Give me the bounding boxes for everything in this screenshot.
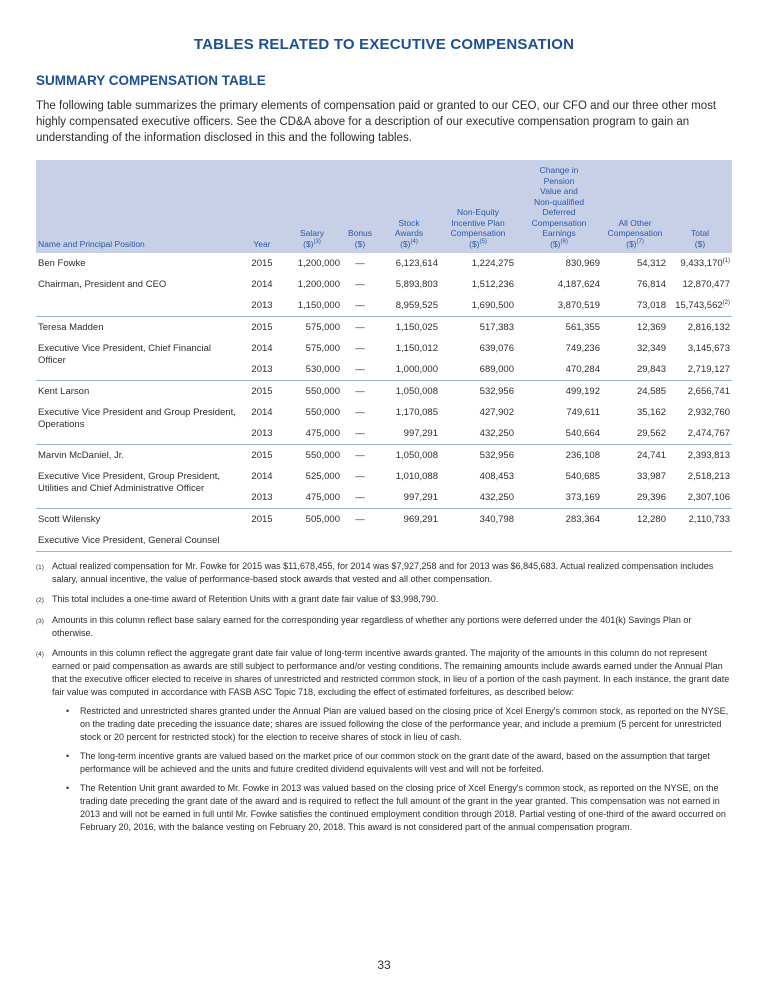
executive-position: Executive Vice President, Chief Financial Officer (38, 343, 212, 366)
bullet-icon: • (66, 706, 70, 716)
salary-cell: 1,200,000 (297, 279, 340, 290)
total-cell: 2,816,132 (668, 317, 732, 339)
stock-awards-cell: 1,150,012 (395, 343, 438, 354)
year-cell: 2013 (251, 300, 273, 311)
bonus-cell: — (355, 343, 365, 354)
salary-cell: 530,000 (305, 364, 340, 375)
executive-position: Executive Vice President and Group President, Operations (38, 407, 236, 430)
footnote-bullet (52, 705, 732, 744)
table-row (36, 509, 732, 531)
salary-cell: 1,150,000 (297, 300, 340, 311)
total-cell: 9,433,170$^{(1)}$ (680, 257, 730, 269)
total-cell: 2,518,213 (687, 471, 730, 482)
bullet-icon: • (66, 751, 70, 761)
salary-cell: 525,000 (305, 471, 340, 482)
stock-awards-cell: 5,893,803 (395, 279, 438, 290)
table-row (36, 381, 732, 403)
stock-awards-cell: 1,010,088 (395, 471, 438, 482)
salary-cell: 550,000 (305, 407, 340, 418)
all-other-cell: 12,369 (602, 317, 668, 339)
salary-cell: 1,200,000 (297, 258, 340, 269)
neip-cell: 1,224,275 (471, 258, 514, 269)
neip-cell: 1,512,236 (471, 279, 514, 290)
footnote-marker: (4) (36, 651, 44, 658)
table-row (36, 274, 732, 295)
bonus-cell: — (342, 381, 378, 403)
neip-cell: 340,798 (440, 509, 516, 531)
total-cell: 3,145,673 (687, 343, 730, 354)
total-cell: 2,393,813 (668, 445, 732, 467)
page-title: TABLES RELATED TO EXECUTIVE COMPENSATION (193, 36, 575, 53)
salary-cell: 575,000 (305, 343, 340, 354)
footnote (36, 593, 732, 607)
bonus-cell: — (355, 364, 365, 375)
all-other-cell: 24,585 (602, 381, 668, 403)
column-header-neip: Non-Equity Incentive Plan Compensation ($)$^{(5)}$ (440, 160, 516, 253)
all-other-cell: 24,741 (602, 445, 668, 467)
salary-cell: 550,000 (282, 381, 342, 403)
neip-cell: 517,383 (440, 317, 516, 339)
executive-position: Executive Vice President, Group President, Utilities and Chief Administrative Officer (38, 471, 221, 494)
year-cell: 2015 (242, 509, 282, 531)
all-other-cell: 54,312 (636, 258, 666, 269)
bonus-cell: — (342, 509, 378, 531)
salary-cell: 475,000 (305, 492, 340, 503)
all-other-cell: 29,843 (636, 364, 666, 375)
page-number: 33 (377, 958, 391, 972)
stock-awards-cell: 8,959,525 (395, 300, 438, 311)
all-other-cell: 12,280 (602, 509, 668, 531)
footnote-bullet (52, 782, 732, 834)
pension-cell: 749,611 (566, 407, 600, 418)
year-cell: 2015 (251, 258, 273, 269)
column-header-stock-awards: Stock Awards ($)$^{(4)}$ (378, 160, 440, 253)
all-other-cell: 33,987 (636, 471, 666, 482)
footnote-text: Amounts in this column reflect base salary earned for the corresponding year regardless of whether any portions were deferred under the 401(k) Savings Plan or otherwise. (52, 615, 692, 638)
summary-compensation-table (36, 160, 732, 552)
neip-cell: 532,956 (440, 381, 516, 403)
bonus-cell: — (355, 428, 365, 439)
table-row (36, 253, 732, 274)
stock-awards-cell: 6,123,614 (395, 258, 438, 269)
pension-cell: 540,685 (565, 471, 600, 482)
pension-cell: 499,192 (516, 381, 602, 403)
salary-cell: 550,000 (282, 445, 342, 467)
pension-cell: 561,355 (516, 317, 602, 339)
year-cell: 2013 (251, 492, 273, 503)
neip-cell: 427,902 (479, 407, 514, 418)
bonus-cell: — (355, 279, 365, 290)
neip-cell: 432,250 (479, 492, 514, 503)
column-header-salary: Salary ($)$^{(3)}$ (282, 160, 342, 253)
neip-cell: 532,956 (440, 445, 516, 467)
stock-awards-cell: 1,050,008 (378, 445, 440, 467)
total-cell: 2,719,127 (687, 364, 730, 375)
executive-name: Scott Wilensky (36, 509, 242, 531)
pension-cell: 749,236 (565, 343, 600, 354)
total-cell: 2,110,733 (668, 509, 732, 531)
bullet-icon: • (66, 783, 70, 793)
executive-name: Ben Fowke (38, 258, 86, 269)
bonus-cell: — (355, 258, 365, 269)
executive-name: Marvin McDaniel, Jr. (36, 445, 242, 467)
footnote-marker: (1) (36, 564, 44, 571)
salary-cell: 475,000 (305, 428, 340, 439)
stock-awards-cell: 1,150,025 (378, 317, 440, 339)
column-header-year: Year (242, 160, 282, 253)
footnote-text: Amounts in this column reflect the aggregate grant date fair value of long-term incentive awards granted. The majority of the amounts in this column do not represent earned or paid compensation as awards are still subject to performance and/or vesting conditions. The remaining amounts include awards earned under the Annual Plan that the executive officer elected to receive in shares of unrestricted and restricted common stock, in lieu of a portion of the cash payment. In each instance, the grant date fair value was computed in accordance with FASB ASC Topic 718, excluding the effect of estimated forfeitures, as described below: • Restricted and unrestricted shares granted under the Annual Plan are valued based on the closing price of Xcel Energy's common stock, as reported on the NYSE, on the trading date preceding the issuance date; shares are issued following the close of the performance year, and include a premium (5 percent for unrestricted stock or 20 percent for restricted stock) for the election to receive shares of stock in lieu of cash. • The long-term incentive grants are valued based on the market price of our common stock on the grant date of the award, based on the assumption that target performance will be achieved and the units and future credited dividend equivalents will vest and will not be forfeited. • The Retention Unit grant awarded to Mr. Fowke in 2013 was valued based on the closing price of Xcel Energy's common stock, as reported on the NYSE, on the trading date preceding the grant date of the award and is required to reflect the full amount of the grant in the year granted. This compensation was not earned in 2013 and will not be earned in full until Mr. Fowke satisfies the continued employment condition through 2018. Partial vesting of one-third of the award occurred on February 20, 2016, with the balance vesting on February 20, 2018. This award is not considered part of the annual compensation program. (52, 647, 732, 834)
table-row (36, 402, 732, 423)
stock-awards-cell: 997,291 (403, 492, 438, 503)
pension-cell: 540,664 (565, 428, 600, 439)
table-row (36, 338, 732, 359)
salary-cell: 505,000 (282, 509, 342, 531)
total-cell: 2,307,106 (687, 492, 730, 503)
executive-position: Executive Vice President, General Counsel (36, 530, 732, 552)
stock-awards-cell: 969,291 (378, 509, 440, 531)
year-cell: 2013 (251, 364, 273, 375)
neip-cell: 432,250 (479, 428, 514, 439)
stock-awards-cell: 997,291 (403, 428, 438, 439)
year-cell: 2015 (242, 317, 282, 339)
bonus-cell: — (355, 300, 365, 311)
footnote-bullet (52, 750, 732, 776)
table-body (36, 253, 732, 552)
intro-paragraph: The following table summarizes the primary elements of compensation paid or granted to our CEO, our CFO and our three other most highly compensated executive officers. See the CD&A above for a description of our executive compensation program to gain an understanding of the information disclosed in this and the following tables. (36, 100, 717, 144)
column-header-total: Total ($) (668, 160, 732, 253)
pension-cell: 470,284 (565, 364, 600, 375)
footnotes-section (36, 560, 732, 834)
stock-awards-cell: 1,050,008 (378, 381, 440, 403)
total-cell: 2,932,760 (687, 407, 730, 418)
pension-cell: 3,870,519 (557, 300, 600, 311)
executive-name: Teresa Madden (36, 317, 242, 339)
bonus-cell: — (355, 492, 365, 503)
table-row (36, 466, 732, 487)
footnote-text: Actual realized compensation for Mr. Fowke for 2015 was $11,678,455, for 2014 was $7,927,258 and for 2013 was $6,845,683. Actual realized compensation includes salary, annual incentive, the value of performance-based stock awards that vested and all other compensation. (52, 561, 714, 584)
total-cell: 15,743,562$^{(2)}$ (675, 299, 730, 311)
neip-cell: 1,690,500 (471, 300, 514, 311)
bullet-text: Restricted and unrestricted shares granted under the Annual Plan are valued based on the closing price of Xcel Energy's common stock, as reported on the NYSE, on the trading date preceding the issuance date; shares are issued following the close of the performance year, and include a premium (5 percent for unrestricted stock or 20 percent for restricted stock) for the election to receive shares of stock in lieu of cash. (80, 706, 729, 742)
total-cell: 2,474,767 (687, 428, 730, 439)
bonus-cell: — (342, 317, 378, 339)
footnote-text: This total includes a one-time award of Retention Units with a grant date fair value of $3,998,790. (52, 594, 439, 604)
table-row (36, 317, 732, 339)
executive-position: Chairman, President and CEO (38, 279, 167, 290)
column-header-name: Name and Principal Position (36, 160, 242, 253)
bonus-cell: — (355, 407, 365, 418)
neip-cell: 408,453 (479, 471, 514, 482)
bullet-text: The Retention Unit grant awarded to Mr. Fowke in 2013 was valued based on the closing price of Xcel Energy's common stock, as reported on the NYSE, on the trading date preceding the grant date of the award and is required to reflect the full amount of the grant in the year granted. This compensation was not earned in 2013 and will not be earned in full until Mr. Fowke satisfies the continued employment condition through 2018. Partial vesting of one-third of the award occurred on February 20, 2016, with the balance vesting on February 20, 2018. This award is not considered part of the annual compensation program. (80, 783, 726, 832)
bonus-cell: — (342, 445, 378, 467)
table-header (36, 160, 732, 253)
footnote (36, 647, 732, 834)
total-cell: 2,656,741 (668, 381, 732, 403)
column-header-all-other: All Other Compensation ($)$^{(7)}$ (602, 160, 668, 253)
year-cell: 2015 (242, 381, 282, 403)
stock-awards-cell: 1,170,085 (395, 407, 438, 418)
bonus-cell: — (355, 471, 365, 482)
stock-awards-cell: 1,000,000 (395, 364, 438, 375)
column-header-pension: Change in Pension Value and Non-qualified Deferred Compensation Earnings ($)$^{(6)}$ (516, 160, 602, 253)
all-other-cell: 73,018 (636, 300, 666, 311)
footnote-marker: (3) (36, 618, 44, 625)
all-other-cell: 32,349 (636, 343, 666, 354)
total-cell: 12,870,477 (682, 279, 730, 290)
neip-cell: 639,076 (479, 343, 514, 354)
executive-name: Kent Larson (36, 381, 242, 403)
table-header-row (36, 160, 732, 253)
all-other-cell: 29,396 (636, 492, 666, 503)
pension-cell: 236,108 (516, 445, 602, 467)
year-cell: 2014 (251, 279, 273, 290)
pension-cell: 283,364 (516, 509, 602, 531)
pension-cell: 4,187,624 (557, 279, 600, 290)
footnote-marker: (2) (36, 597, 44, 604)
bullet-text: The long-term incentive grants are valued based on the market price of our common stock on the grant date of the award, based on the assumption that target performance will be achieved and the units and future credited dividend equivalents will vest and will not be forfeited. (80, 751, 710, 774)
table-row (36, 530, 732, 552)
pension-cell: 373,169 (565, 492, 600, 503)
all-other-cell: 29,562 (636, 428, 666, 439)
footnote (36, 560, 732, 586)
neip-cell: 689,000 (479, 364, 514, 375)
section-heading: SUMMARY COMPENSATION TABLE (36, 73, 266, 88)
year-cell: 2015 (242, 445, 282, 467)
year-cell: 2014 (251, 471, 273, 482)
footnote (36, 614, 732, 640)
year-cell: 2014 (251, 343, 273, 354)
year-cell: 2013 (251, 428, 273, 439)
year-cell: 2014 (251, 407, 273, 418)
table-row (36, 445, 732, 467)
column-header-bonus: Bonus ($) (342, 160, 378, 253)
all-other-cell: 76,814 (636, 279, 666, 290)
pension-cell: 830,969 (565, 258, 600, 269)
all-other-cell: 35,162 (636, 407, 666, 418)
salary-cell: 575,000 (282, 317, 342, 339)
